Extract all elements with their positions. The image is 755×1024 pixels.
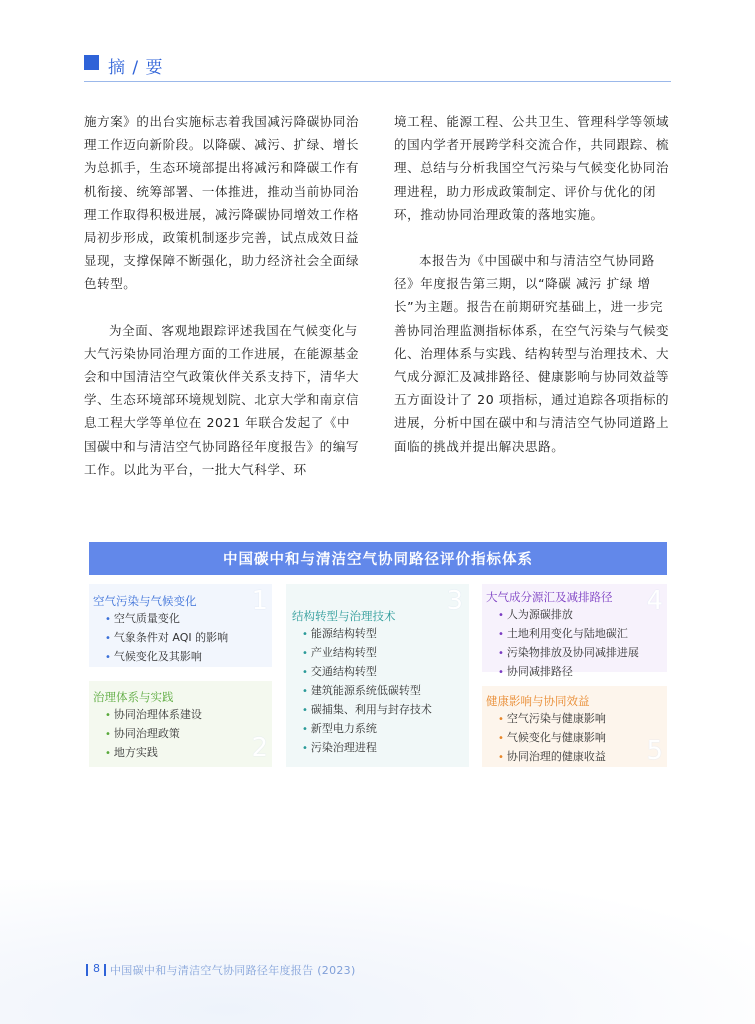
category-title: 治理体系与实践	[93, 690, 174, 704]
bullet-icon: •	[498, 714, 504, 725]
indicator-list	[498, 606, 639, 682]
bullet-icon: •	[498, 629, 504, 640]
paragraph: 为全面、客观地跟踪评述我国在气候变化与大气污染协同治理方面的工作进展，在能源基金会和中国清洁空气政策伙伴关系支持下，清华大学、生态环境部环境规划院、北京大学和南京信息工程大学等单位在 2021 年联合发起了《中国碳中和与清洁空气协同路径年度报告》的编写工作。以此为平台，一批大气科学、环	[84, 322, 360, 477]
list-item: • 土地利用变化与陆地碳汇	[498, 627, 628, 640]
category-number: 3	[446, 586, 463, 616]
category-number: 1	[251, 586, 268, 616]
indicator-panel-title: 中国碳中和与清洁空气协同路径评价指标体系	[89, 542, 667, 575]
list-item: • 空气污染与健康影响	[498, 712, 606, 725]
list-item: • 碳捕集、利用与封存技术	[302, 703, 432, 716]
list-item: • 新型电力系统	[302, 722, 377, 735]
category-box-health	[482, 686, 667, 767]
list-item: • 产业结构转型	[302, 646, 377, 659]
header-square-icon	[84, 55, 99, 70]
bullet-icon: •	[302, 686, 308, 697]
list-item: • 协同治理政策	[105, 727, 180, 740]
bullet-icon: •	[105, 748, 111, 759]
list-item: • 能源结构转型	[302, 627, 377, 640]
category-box-governance	[89, 681, 272, 767]
bullet-icon: •	[302, 724, 308, 735]
footer-background	[0, 880, 755, 1024]
list-item: • 气候变化及其影响	[105, 650, 202, 663]
category-box-sources-sinks	[482, 584, 667, 678]
indicator-list	[498, 710, 606, 767]
bullet-icon: •	[302, 648, 308, 659]
bullet-icon: •	[302, 667, 308, 678]
list-item: • 人为源碳排放	[498, 608, 573, 621]
indicator-list	[105, 706, 202, 763]
list-item: • 协同治理的健康收益	[498, 750, 606, 763]
category-number: 2	[251, 733, 268, 763]
list-item: • 交通结构转型	[302, 665, 377, 678]
bullet-icon: •	[498, 733, 504, 744]
paragraph: 本报告为《中国碳中和与清洁空气协同路径》年度报告第三期，以“降碳 减污 扩绿 增长”为主题。报告在前期研究基础上，进一步完善协同治理监测指标体系，在空气污染与气候变化、治理体系与实践、结构转型与治理技术、大气成分源汇及减排路径、健康影响与协同效益等五方面设计了 20 项指标，通过追踪各项指标的进展，分析中国在碳中和与清洁空气协同道路上面临的挑战并提出解决思路。	[394, 253, 670, 454]
category-number: 4	[646, 586, 663, 616]
bullet-icon: •	[105, 633, 111, 644]
bullet-icon: •	[105, 729, 111, 740]
bullet-icon: •	[302, 705, 308, 716]
list-item: • 协同减排路径	[498, 665, 573, 678]
category-number: 5	[646, 736, 663, 766]
list-item: • 污染物排放及协同减排进展	[498, 646, 639, 659]
list-item: • 气象条件对 AQI 的影响	[105, 631, 229, 644]
left-text-column	[84, 110, 362, 481]
bullet-icon: •	[302, 743, 308, 754]
footer-report-title: 中国碳中和与清洁空气协同路径年度报告 (2023)	[110, 964, 356, 977]
category-title: 健康影响与协同效益	[486, 694, 590, 708]
category-title: 结构转型与治理技术	[292, 609, 396, 623]
bullet-icon: •	[302, 629, 308, 640]
bullet-icon: •	[498, 667, 504, 678]
right-text-column	[394, 110, 672, 458]
category-box-structure-tech	[286, 584, 469, 767]
paragraph: 施方案》的出台实施标志着我国减污降碳协同治理工作迈向新阶段。以降碳、减污、扩绿、增长为总抓手，生态环境部提出将减污和降碳工作有机衔接、统筹部署、一体推进，推动当前协同治理工作取得积极进展，减污降碳协同增效工作格局初步形成，政策机制逐步完善，试点成效日益显现，支撑保障不断强化，助力经济社会全面绿色转型。	[84, 114, 360, 292]
bullet-icon: •	[105, 652, 111, 663]
bullet-icon: •	[498, 752, 504, 763]
list-item: • 气候变化与健康影响	[498, 731, 606, 744]
list-item: • 污染治理进程	[302, 741, 377, 754]
paragraph: 境工程、能源工程、公共卫生、管理科学等领域的国内学者开展跨学科交流合作，共同跟踪、梳理、总结与分析我国空气污染与气候变化协同治理进程，助力形成政策制定、评价与优化的闭环，推动协同治理政策的落地实施。	[394, 114, 670, 222]
footer-divider	[104, 964, 106, 976]
bullet-icon: •	[105, 614, 111, 625]
bullet-icon: •	[498, 648, 504, 659]
list-item: • 协同治理体系建设	[105, 708, 202, 721]
bullet-icon: •	[498, 610, 504, 621]
list-item: • 建筑能源系统低碳转型	[302, 684, 421, 697]
category-title: 空气污染与气候变化	[93, 594, 197, 608]
category-box-air-climate	[89, 584, 272, 667]
bullet-icon: •	[105, 710, 111, 721]
footer-divider	[86, 964, 88, 976]
section-title: 摘 / 要	[108, 58, 164, 78]
indicator-list	[302, 625, 432, 758]
category-title: 大气成分源汇及减排路径	[486, 590, 613, 604]
page-number: 8	[93, 962, 100, 975]
list-item: • 空气质量变化	[105, 612, 180, 625]
header-divider	[84, 81, 671, 82]
list-item: • 地方实践	[105, 746, 158, 759]
indicator-list	[105, 610, 228, 667]
